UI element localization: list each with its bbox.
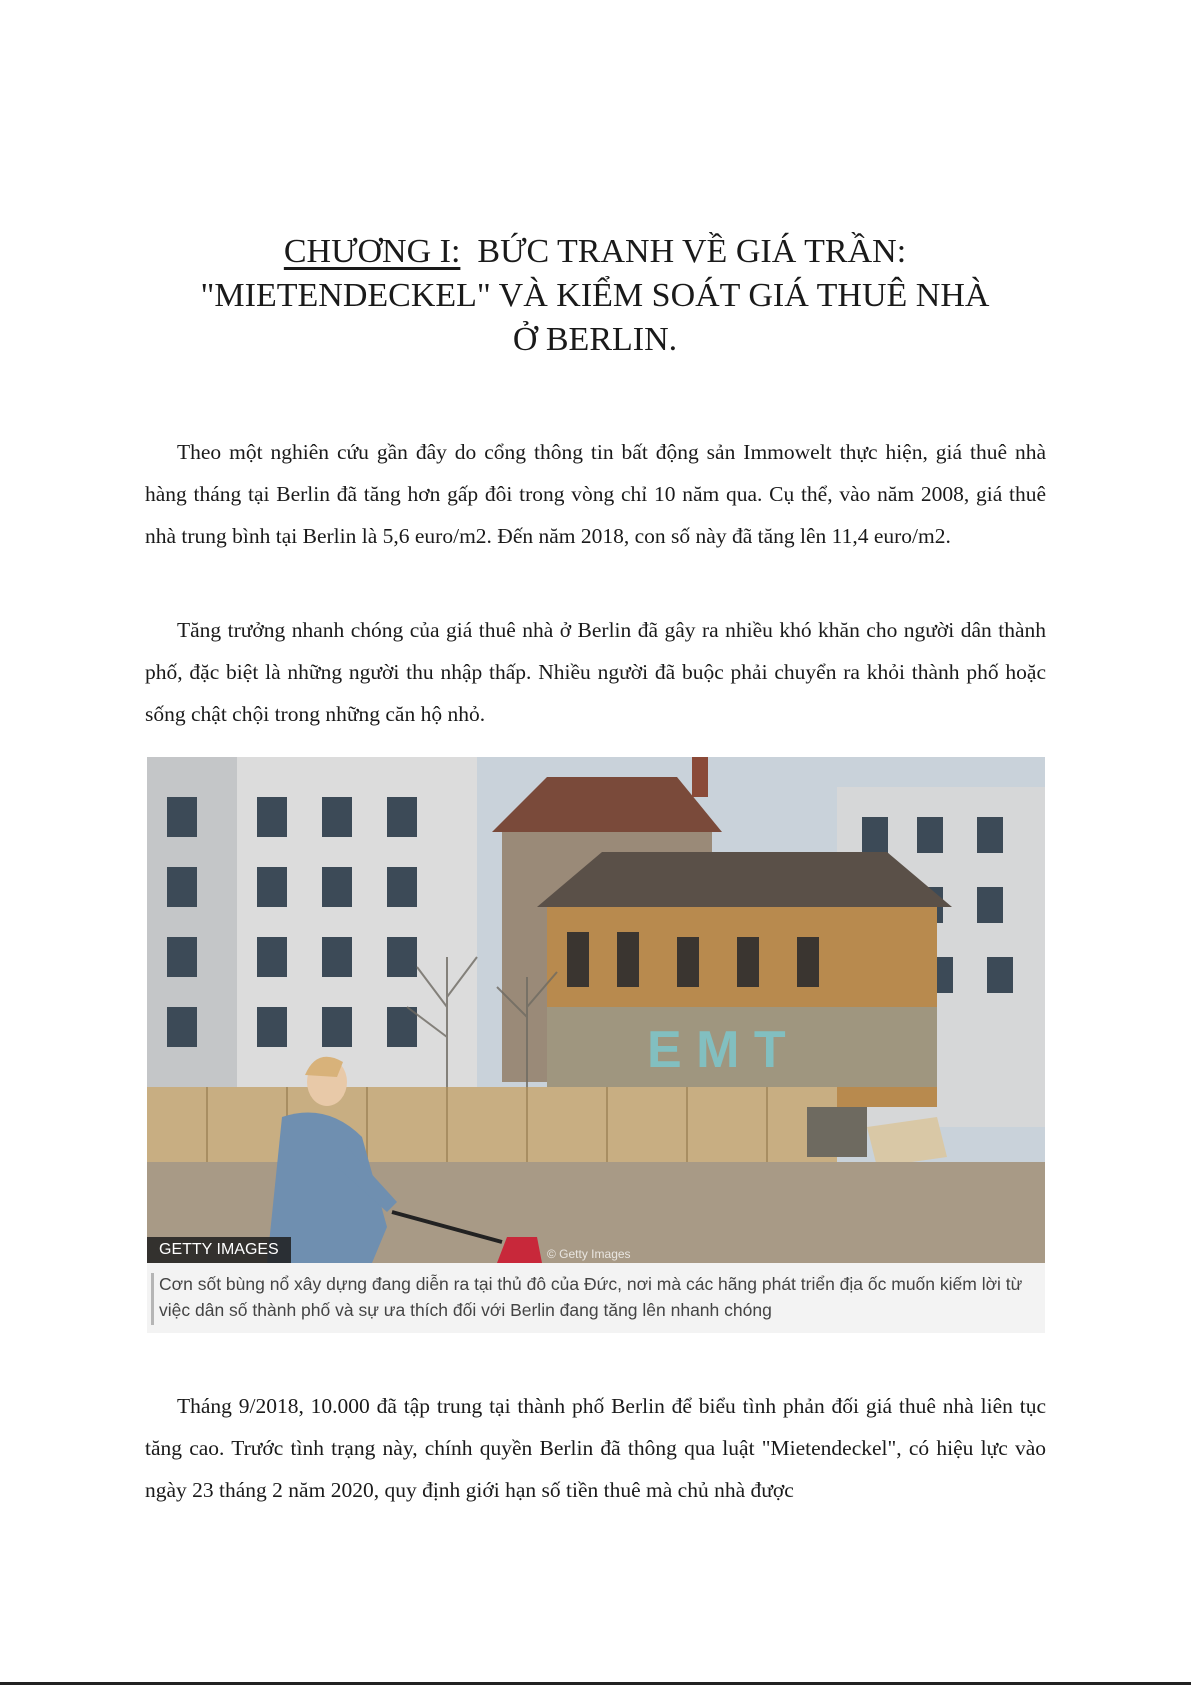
title-line-3: Ở BERLIN. [512,321,678,358]
page-title [130,230,1060,362]
title-line-1 [130,230,1060,274]
title-line-1-text: BỨC TRANH VỀ GIÁ TRẦN: [477,233,907,270]
paragraph-rent-impact: Tăng trưởng nhanh chóng của giá thuê nhà ở Berlin đã gây ra nhiều khó khăn cho người dân thành phố, đặc biệt là những người thu nhập thấp. Nhiều người đã buộc phải chuyển ra khỏi thành phố hoặc sống chật chội trong những căn hộ nhỏ. [145,618,1046,726]
photo-watermark: © Getty Images [547,1247,631,1261]
berlin-construction-photo [147,757,1045,1263]
chapter-label: CHƯƠNG I: [283,233,461,270]
photo-credit-badge: GETTY IMAGES [147,1237,291,1263]
title-line-2: "MIETENDECKEL" VÀ KIỂM SOÁT GIÁ THUÊ NHÀ [200,277,990,314]
caption-box [147,1263,1045,1333]
paragraph-protest: Tháng 9/2018, 10.000 đã tập trung tại thành phố Berlin để biểu tình phản đối giá thuê nhà liên tục tăng cao. Trước tình trạng này, chính quyền Berlin đã thông qua luật "Mietendeckel", có hiệu lực vào ngày 23 tháng 2 năm 2020, quy định giới hạn số tiền thuê mà chủ nhà được [145,1394,1046,1502]
figure-caption: Cơn sốt bùng nổ xây dựng đang diễn ra tại thủ đô của Đức, nơi mà các hãng phát triển địa ốc muốn kiếm lời từ việc dân số thành phố và sự ưa thích đối với Berlin đang tăng lên nhanh chóng [159,1274,1023,1320]
svg-text:E M T: E M T [647,1021,786,1079]
caption-bar [151,1273,154,1325]
news-figure [147,757,1045,1337]
paragraph-rent-study: Theo một nghiên cứu gần đây do cổng thông tin bất động sản Immowelt thực hiện, giá thuê nhà hàng tháng tại Berlin đã tăng hơn gấp đôi trong vòng chỉ 10 năm qua. Cụ thể, vào năm 2008, giá thuê nhà trung bình tại Berlin là 5,6 euro/m2. Đến năm 2018, con số này đã tăng lên 11,4 euro/m2. [145,440,1046,548]
